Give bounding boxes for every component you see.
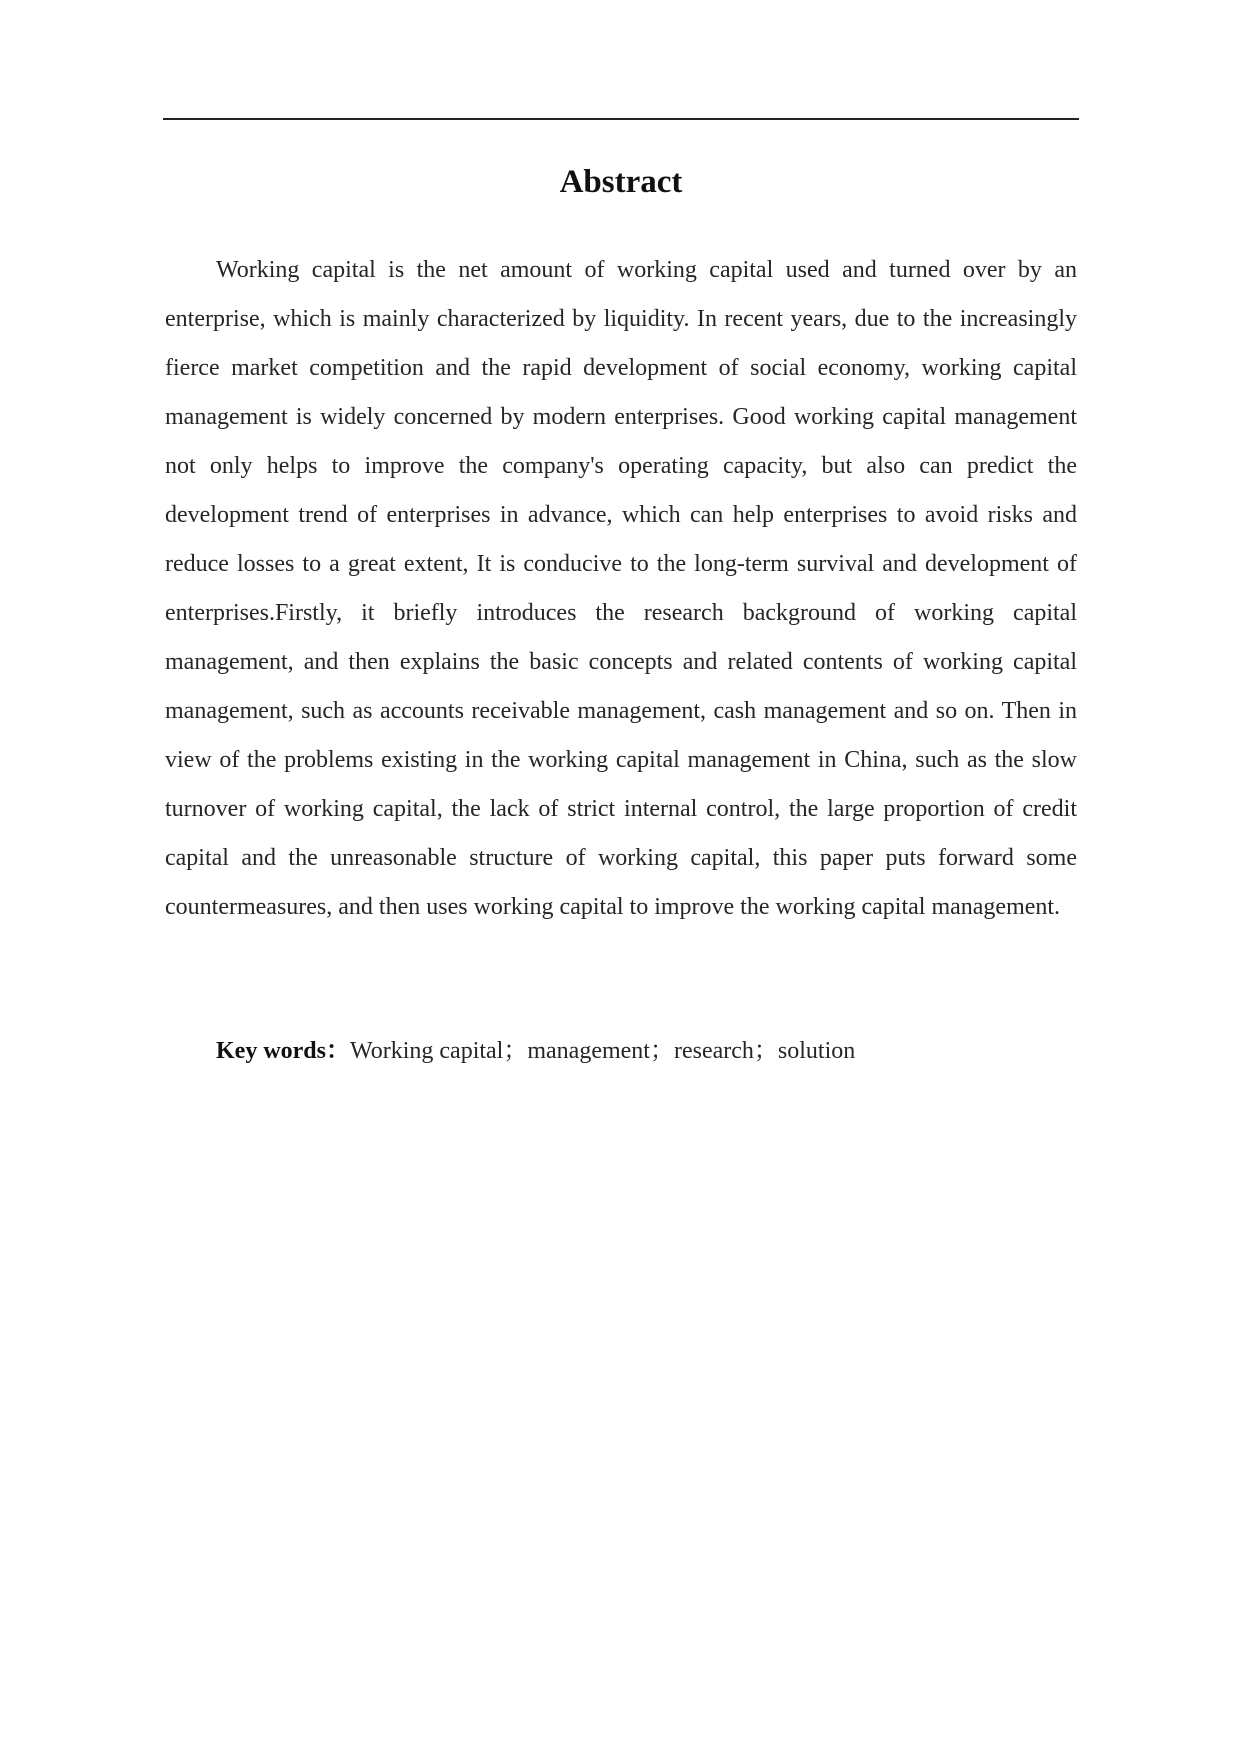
keyword-2: management [527,1038,650,1064]
header-rule [163,118,1079,120]
keyword-1: Working capital [350,1038,504,1064]
keyword-separator: ； [649,1038,674,1064]
keyword-separator: ； [753,1038,778,1064]
keywords-label: Key words： [216,1038,350,1064]
keyword-3: research [673,1038,754,1064]
page-title: Abstract [559,164,683,200]
keyword-separator: ； [503,1038,528,1064]
abstract-body: Working capital is the net amount of working capital used and turned over by an enterprise, which is mainly characterized by liquidity. In recent years, due to the increasingly fierce market competition and the rapid development of social economy, working capital management is widely concerned by modern enterprises. Good working capital management not only helps to improve the company's operating capacity, but also can predict the development trend of enterprises in advance, which can help enterprises to avoid risks and reduce losses to a great extent, It is conducive to the long-term survival and development of enterprises.Firstly, it briefly introduces the research background of working capital management, and then explains the basic concepts and related contents of working capital management, such as accounts receivable management, cash management and so on. Then in view of the problems existing in the working capital management in China, such as the slow turnover of working capital, the lack of strict internal control, the large proportion of credit capital and the unreasonable structure of working capital, this paper puts forward some countermeasures, and then uses working capital to improve the working capital management. [165,257,1077,920]
keyword-4: solution [777,1038,856,1064]
keywords-line [216,1027,855,1076]
